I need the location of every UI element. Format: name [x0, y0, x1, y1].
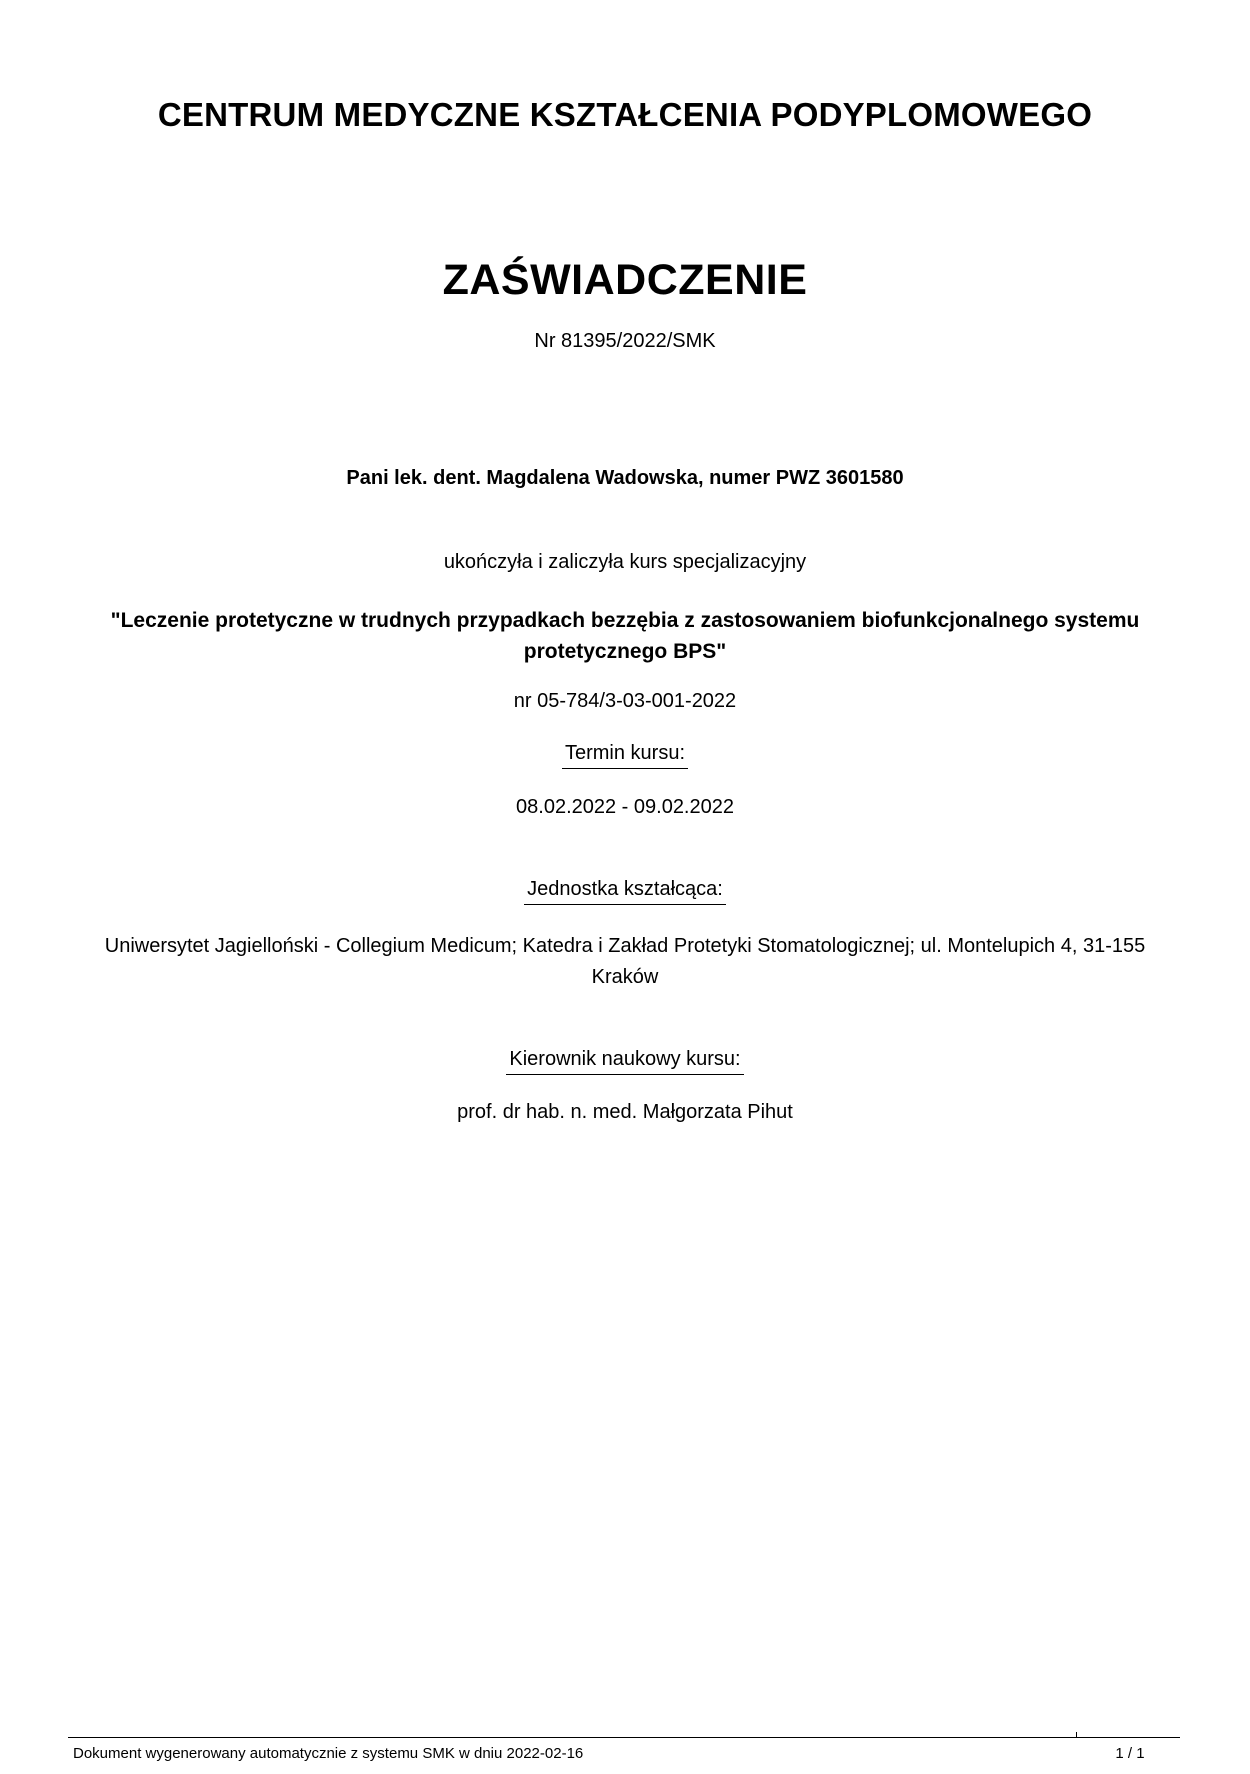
document-title: ZAŚWIADCZENIE	[442, 256, 808, 304]
course-number: nr 05-784/3-03-001-2022	[513, 690, 737, 712]
completion-statement: ukończyła i zaliczyła kurs specjalizacyjny	[443, 551, 807, 573]
footer-page-indicator: 1 / 1	[1115, 1745, 1145, 1762]
unit-value	[40, 931, 1210, 993]
term-label	[60, 742, 1190, 769]
unit-label	[60, 878, 1190, 905]
director-label-text: Kierownik naukowy kursu:	[506, 1048, 743, 1075]
term-value: 08.02.2022 - 09.02.2022	[516, 796, 734, 818]
director-value: prof. dr hab. n. med. Małgorzata Pihut	[457, 1101, 793, 1123]
institution-name: CENTRUM MEDYCZNE KSZTAŁCENIA PODYPLOMOWEGO	[157, 96, 1093, 133]
course-title	[60, 605, 1190, 667]
footer-divider	[68, 1737, 1180, 1738]
term-label-text: Termin kursu:	[562, 742, 688, 769]
director-label	[60, 1048, 1190, 1075]
footer-generated-text: Dokument wygenerowany automatycznie z systemu SMK w dniu 2022-02-16	[73, 1745, 584, 1762]
footer-divider-tick	[1076, 1732, 1077, 1737]
recipient-line: Pani lek. dent. Magdalena Wadowska, numer PWZ 3601580	[346, 467, 904, 489]
unit-label-text: Jednostka kształcąca:	[524, 878, 726, 905]
certificate-number: Nr 81395/2022/SMK	[534, 330, 716, 352]
unit-value-line-2: Kraków	[591, 966, 659, 988]
course-title-line-1: "Leczenie protetyczne w trudnych przypadkach bezzębia z zastosowaniem biofunkcjonalnego systemu	[110, 609, 1140, 632]
unit-value-line-1: Uniwersytet Jagielloński - Collegium Medicum; Katedra i Zakład Protetyki Stomatologicznej; ul. Montelupich 4, 31-155	[104, 935, 1146, 957]
course-title-line-2: protetycznego BPS"	[523, 640, 727, 663]
